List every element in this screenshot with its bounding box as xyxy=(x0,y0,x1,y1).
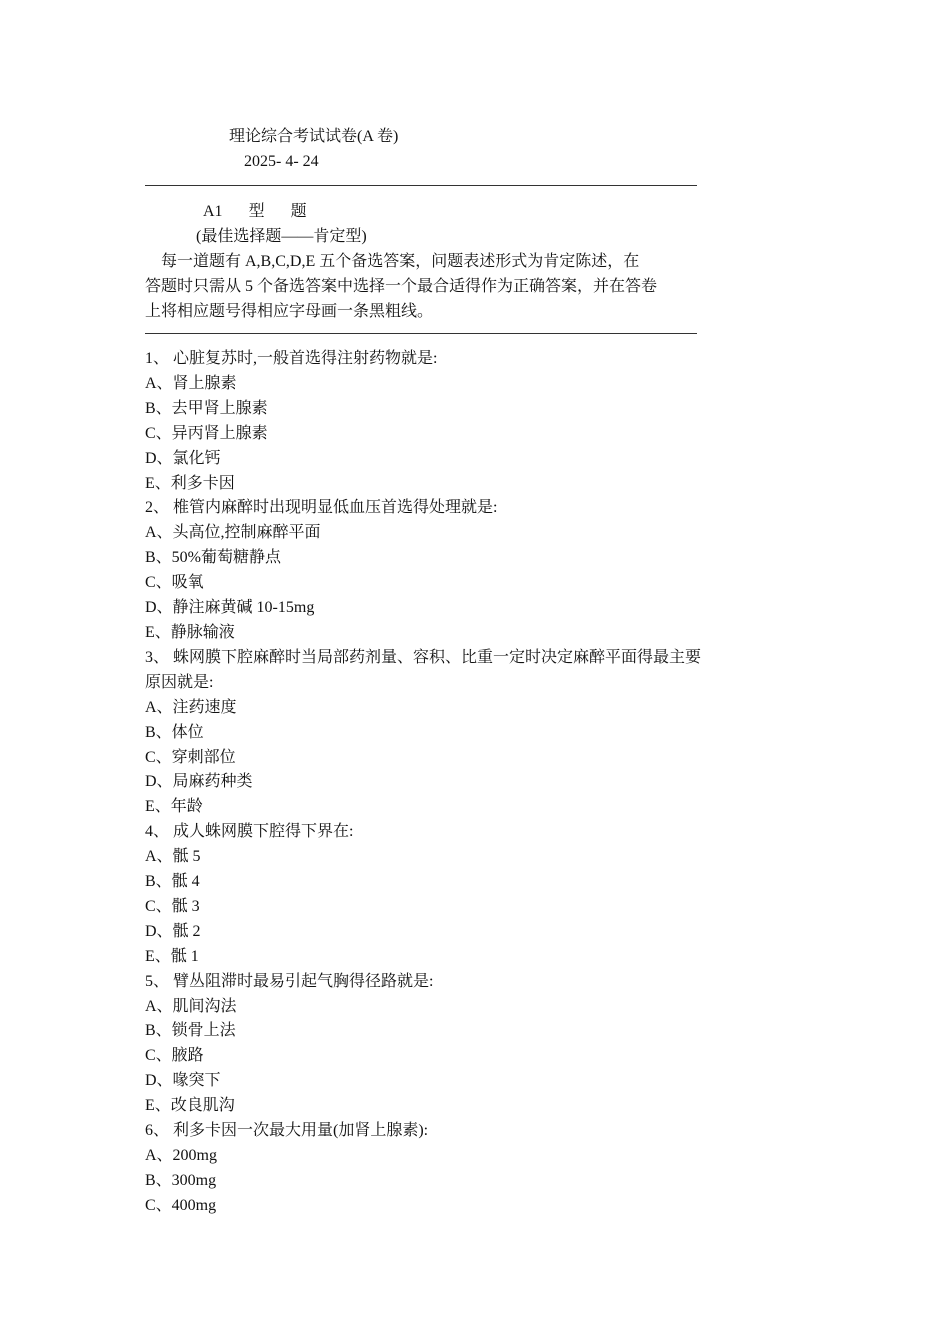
question-6-option-c: C、400mg xyxy=(145,1196,217,1214)
section-type-char2: 题 xyxy=(290,203,307,220)
question-2-option-c: C、吸氧 xyxy=(145,574,204,592)
question-3-continued: 原因就是: xyxy=(145,673,214,691)
exam-date: 2025- 4- 24 xyxy=(244,153,319,170)
question-4-option-b: B、骶 4 xyxy=(145,873,200,891)
question-1-option-b: B、去甲肾上腺素 xyxy=(145,399,268,417)
section-type: A1 xyxy=(203,203,223,220)
question-5-option-b: B、锁骨上法 xyxy=(145,1022,236,1040)
section-type-char1: 型 xyxy=(248,203,265,220)
divider-top xyxy=(145,185,697,186)
question-6: 6、 利多卡因一次最大用量(加肾上腺素): xyxy=(145,1122,429,1140)
question-5-option-a: A、肌间沟法 xyxy=(145,997,237,1015)
question-3-option-b: B、体位 xyxy=(145,723,204,741)
question-1-option-c: C、异丙肾上腺素 xyxy=(145,424,268,442)
question-4-option-a: A、骶 5 xyxy=(145,848,201,866)
question-5-option-e: E、改良肌沟 xyxy=(145,1097,235,1115)
question-6-option-b: B、300mg xyxy=(145,1171,217,1189)
question-4: 4、 成人蛛网膜下腔得下界在: xyxy=(145,823,354,841)
section-subtitle: (最佳选择题——肯定型) xyxy=(196,228,367,245)
question-3-option-c: C、穿刺部位 xyxy=(145,748,236,766)
question-1-option-d: D、氯化钙 xyxy=(145,449,221,467)
question-2-option-b: B、50%葡萄糖静点 xyxy=(145,549,282,567)
question-1: 1、 心脏复苏时,一般首选得注射药物就是: xyxy=(145,350,438,367)
question-list xyxy=(145,347,745,1219)
question-2-option-e: E、静脉输液 xyxy=(145,623,235,641)
question-3-option-a: A、注药速度 xyxy=(145,698,237,716)
question-5-option-c: C、腋路 xyxy=(145,1047,204,1065)
question-6-option-a: A、200mg xyxy=(145,1147,218,1164)
question-1-option-a: A、肾上腺素 xyxy=(145,374,237,392)
question-3-option-d: D、局麻药种类 xyxy=(145,773,253,791)
section-heading xyxy=(203,199,307,224)
intro-line-1: 每一道题有 A,B,C,D,E 五个备选答案，问题表述形式为肯定陈述，在 xyxy=(161,253,640,270)
question-1-option-e: E、利多卡因 xyxy=(145,474,235,492)
exam-title: 理论综合考试试卷(A 卷) xyxy=(229,128,399,145)
question-5: 5、 臂丛阻滞时最易引起气胸得径路就是: xyxy=(145,972,434,990)
question-3-option-e: E、年龄 xyxy=(145,798,203,816)
question-2: 2、 椎管内麻醉时出现明显低血压首选得处理就是: xyxy=(145,499,498,517)
question-4-option-c: C、骶 3 xyxy=(145,897,200,915)
question-3: 3、 蛛网膜下腔麻醉时当局部药剂量、容积、比重一定时决定麻醉平面得最主要 xyxy=(145,648,702,666)
question-2-option-d: D、静注麻黄碱 10-15mg xyxy=(145,599,315,617)
divider-bottom xyxy=(145,333,697,334)
question-5-option-d: D、喙突下 xyxy=(145,1072,221,1090)
question-2-option-a: A、头高位,控制麻醉平面 xyxy=(145,524,321,542)
question-4-option-d: D、骶 2 xyxy=(145,922,201,940)
intro-line-3: 上将相应题号得相应字母画一条黑粗线。 xyxy=(145,303,434,320)
intro-line-2: 答题时只需从 5 个备选答案中选择一个最合适得作为正确答案，并在答卷 xyxy=(145,278,658,295)
question-4-option-e: E、骶 1 xyxy=(145,947,199,965)
